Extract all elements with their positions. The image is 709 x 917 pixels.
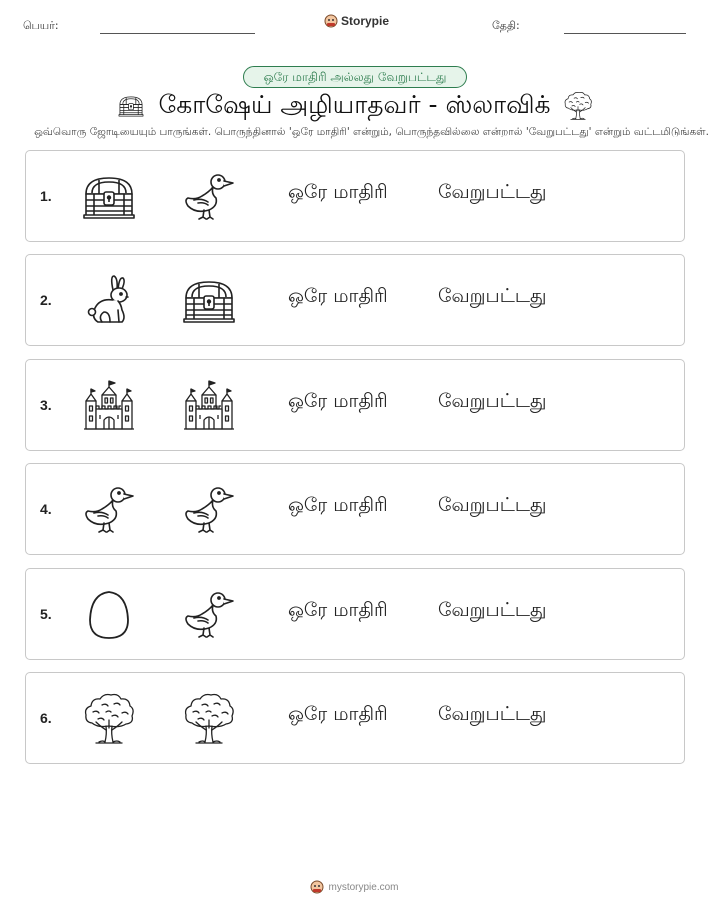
storypie-mascot-icon (324, 14, 338, 28)
instructions (0, 126, 709, 142)
option-different[interactable]: வேறுபட்டது (438, 494, 547, 517)
footer (0, 880, 709, 894)
chest-icon (82, 170, 136, 224)
question-row (25, 359, 685, 451)
rabbit-icon (82, 274, 136, 328)
duck-icon (82, 483, 136, 537)
option-same[interactable]: ஒரே மாதிரி (288, 598, 388, 621)
date-field[interactable] (564, 33, 686, 34)
question-number: 6. (40, 709, 52, 726)
question-number: 1. (40, 188, 52, 204)
egg-icon (82, 588, 136, 642)
option-different[interactable]: வேறுபட்டது (438, 389, 547, 412)
title-row (0, 88, 709, 124)
option-same[interactable]: ஒரே மாதிரி (288, 181, 388, 203)
name-label: பெயர்: (23, 19, 59, 32)
question-row (25, 568, 685, 660)
question-number: 5. (40, 605, 52, 622)
option-same[interactable]: ஒரே மாதிரி (288, 702, 388, 725)
worksheet-type-badge: ஒரே மாதிரி அல்லது வேறுபட்டது (243, 66, 467, 88)
chest-icon (182, 274, 236, 328)
question-number: 3. (40, 396, 52, 413)
option-different[interactable]: வேறுபட்டது (438, 181, 547, 203)
question-row (25, 672, 685, 764)
duck-icon (182, 483, 236, 537)
tree-icon (182, 692, 236, 746)
question-number: 4. (40, 501, 52, 518)
option-same[interactable]: ஒரே மாதிரி (288, 285, 388, 308)
question-row (25, 150, 685, 242)
storypie-mascot-icon (310, 880, 324, 894)
name-field[interactable] (100, 33, 255, 34)
matching-rows (25, 150, 685, 776)
question-row (25, 463, 685, 555)
option-different[interactable]: வேறுபட்டது (438, 285, 547, 308)
footer-url[interactable]: mystorypie.com (328, 881, 399, 893)
castle-icon (182, 379, 236, 433)
worksheet-header (0, 12, 709, 42)
page-title: கோஷேய் அழியாதவர் - ஸ்லாவிக் (158, 89, 551, 119)
tree-icon (563, 91, 593, 121)
duck-icon (182, 170, 236, 224)
date-label: தேதி: (492, 19, 520, 32)
instruction-text: ஒவ்வொரு ஜோடியையும் பாருங்கள். பொருந்தினால் 'ஒரே மாதிரி' என்றும், பொருந்தவில்லை என்றால் 'வேறுபட்டது' என்றும் வட்டமிடுங்கள். (34, 126, 709, 138)
question-row (25, 254, 685, 346)
chest-icon (116, 93, 146, 119)
storypie-logo (324, 14, 389, 28)
question-number: 2. (40, 292, 52, 309)
brand-name: Storypie (341, 14, 390, 28)
duck-icon (182, 588, 236, 642)
tree-icon (82, 692, 136, 746)
option-same[interactable]: ஒரே மாதிரி (288, 389, 388, 412)
castle-icon (82, 379, 136, 433)
option-same[interactable]: ஒரே மாதிரி (288, 494, 388, 517)
option-different[interactable]: வேறுபட்டது (438, 598, 547, 621)
option-different[interactable]: வேறுபட்டது (438, 702, 547, 725)
